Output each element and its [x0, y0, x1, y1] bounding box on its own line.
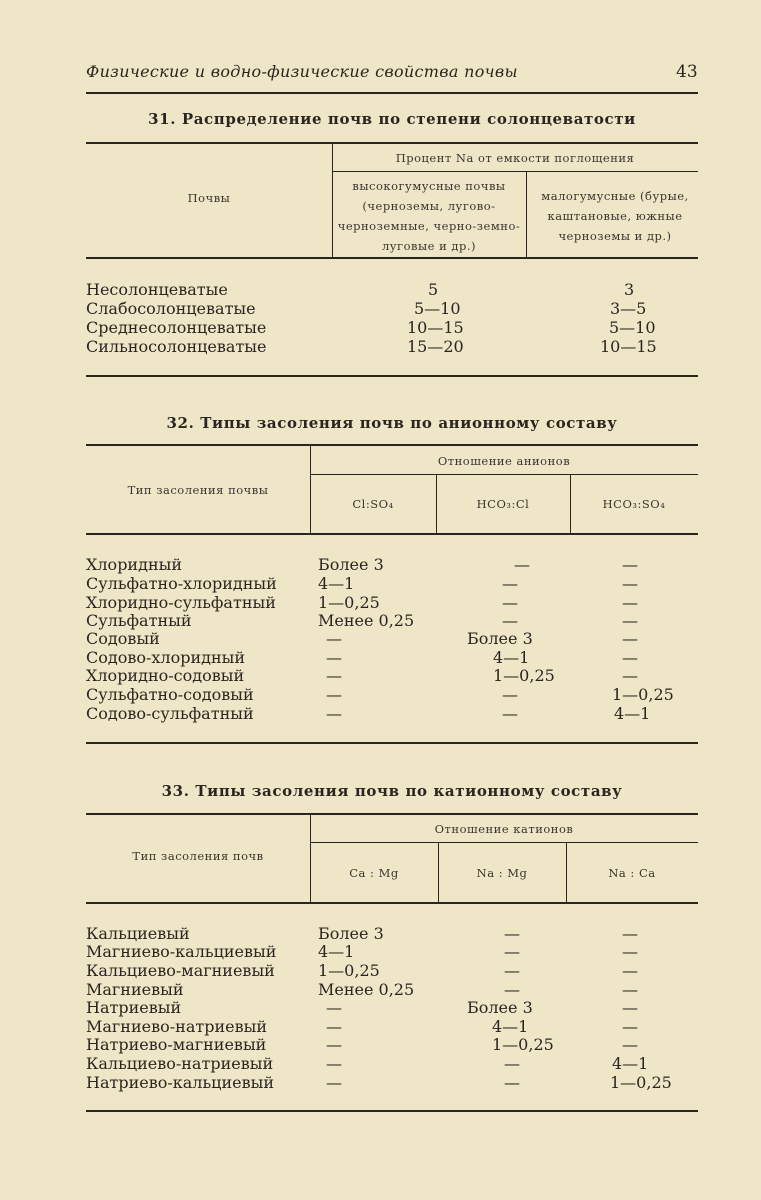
cl-so4-value: 4—1 [318, 574, 355, 593]
salinity-type: Кальциевый [86, 924, 190, 943]
table33-row [86, 942, 698, 961]
high-humus-value: 15—20 [407, 337, 464, 356]
cl-so4-value: — [326, 685, 342, 704]
ca-mg-value: — [326, 1017, 342, 1036]
table32-row [86, 704, 698, 723]
ca-mg-value: Более 3 [318, 924, 384, 943]
na-ca-value: — [622, 980, 638, 999]
table33-col-type: Тип засоления почв [132, 849, 264, 863]
na-ca-value: — [622, 1017, 638, 1036]
cl-so4-value: Более 3 [318, 555, 384, 574]
table33-col-na-ca: Na : Ca [608, 866, 656, 880]
table33-top-rule [86, 813, 698, 815]
hco3-cl-value: — [502, 593, 518, 612]
table33-col-ca-mg: Ca : Mg [349, 866, 399, 880]
salinity-type: Хлоридный [86, 555, 183, 574]
salinity-type: Хлоридно-сульфатный [86, 593, 276, 612]
salinity-type: Кальциево-натриевый [86, 1054, 274, 1073]
table33-row [86, 980, 698, 999]
ca-mg-value: 1—0,25 [318, 961, 380, 980]
table31-row [86, 337, 698, 356]
table33-row [86, 1073, 698, 1092]
table32-row [86, 555, 698, 574]
salinity-type: Сульфатно-содовый [86, 685, 254, 704]
high-humus-value: 10—15 [407, 318, 464, 337]
page-number: 43 [676, 62, 698, 82]
soil-name: Несолонцеватые [86, 280, 228, 299]
table31-row [86, 299, 698, 318]
table31-row [86, 280, 698, 299]
ca-mg-value: — [326, 1073, 342, 1092]
table32-top-rule [86, 444, 698, 446]
table33-bottom-rule [86, 1110, 698, 1112]
salinity-type: Кальциево-магниевый [86, 961, 275, 980]
low-humus-value: 3—5 [610, 299, 647, 318]
table32-row [86, 629, 698, 648]
hco3-cl-value: — [502, 611, 518, 630]
table32-col-group: Отношение анионов [437, 454, 571, 468]
table31-col-soil: Почвы [187, 191, 231, 205]
table32-head-rule [86, 533, 698, 535]
table32-row [86, 648, 698, 667]
hco3-so4-value: — [622, 555, 638, 574]
table31-group-rule [332, 171, 698, 172]
table32-col-hco3-cl: HCO₃:Cl [476, 497, 530, 511]
hco3-cl-value: — [502, 685, 518, 704]
table32-col-hco3-so4: HCO₃:SO₄ [602, 497, 666, 511]
salinity-type: Магниевый [86, 980, 184, 999]
table32-col-cl-so4: Cl:SO₄ [352, 497, 394, 511]
salinity-type: Хлоридно-содовый [86, 666, 245, 685]
table31-col-low-humus: малогумусные (бурые, каштановые, южные черноземы и др.) [541, 189, 689, 243]
low-humus-value: 3 [624, 280, 635, 299]
low-humus-value: 10—15 [600, 337, 657, 356]
table33-caption: 33. Типы засоления почв по катионному составу [161, 782, 623, 800]
table33-row [86, 1054, 698, 1073]
table31-bottom-rule [86, 375, 698, 377]
hco3-so4-value: — [622, 648, 638, 667]
salinity-type: Сульфатно-хлоридный [86, 574, 277, 593]
na-mg-value: 1—0,25 [492, 1035, 554, 1054]
cl-so4-value: — [326, 629, 342, 648]
high-humus-value: 5 [428, 280, 439, 299]
soil-name: Слабосолонцеватые [86, 299, 256, 318]
soil-name: Сильносолонцеватые [86, 337, 267, 356]
table33-col-na-mg: Na : Mg [476, 866, 528, 880]
na-mg-value: — [504, 942, 520, 961]
salinity-type: Магниево-натриевый [86, 1017, 267, 1036]
na-ca-value: 1—0,25 [610, 1073, 672, 1092]
table33-row [86, 924, 698, 943]
table32-row [86, 593, 698, 612]
na-mg-value: 4—1 [492, 1017, 529, 1036]
high-humus-value: 5—10 [414, 299, 461, 318]
na-mg-value: — [504, 1054, 520, 1073]
table32-bottom-rule [86, 742, 698, 744]
hco3-so4-value: — [622, 574, 638, 593]
table33-head-rule [86, 902, 698, 904]
na-ca-value: — [622, 961, 638, 980]
na-ca-value: — [622, 942, 638, 961]
ca-mg-value: — [326, 1054, 342, 1073]
hco3-cl-value: — [514, 555, 530, 574]
cl-so4-value: — [326, 666, 342, 685]
hco3-so4-value: — [622, 611, 638, 630]
ca-mg-value: 4—1 [318, 942, 355, 961]
table32-caption: 32. Типы засоления почв по анионному составу [166, 414, 618, 432]
table32-row [86, 685, 698, 704]
na-ca-value: 4—1 [612, 1054, 649, 1073]
ca-mg-value: — [326, 998, 342, 1017]
cl-so4-value: — [326, 704, 342, 723]
table32-col-type: Тип засоления почвы [127, 483, 269, 497]
hco3-so4-value: — [622, 593, 638, 612]
na-mg-value: — [504, 961, 520, 980]
na-mg-value: — [504, 1073, 520, 1092]
ca-mg-value: — [326, 1035, 342, 1054]
table33-row [86, 1017, 698, 1036]
table31-subdivider [526, 172, 527, 257]
table31-caption: 31. Распределение почв по степени солонцеватости [148, 110, 636, 128]
hco3-cl-value: — [502, 574, 518, 593]
na-mg-value: Более 3 [467, 998, 533, 1017]
hco3-so4-value: 1—0,25 [612, 685, 674, 704]
cl-so4-value: 1—0,25 [318, 593, 380, 612]
table33-row [86, 998, 698, 1017]
cl-so4-value: Менее 0,25 [318, 611, 415, 630]
salinity-type: Содово-сульфатный [86, 704, 254, 723]
table31-row [86, 318, 698, 337]
na-ca-value: — [622, 1035, 638, 1054]
hco3-so4-value: 4—1 [614, 704, 651, 723]
hco3-so4-value: — [622, 666, 638, 685]
header-rule [86, 92, 698, 94]
hco3-cl-value: — [502, 704, 518, 723]
hco3-cl-value: Более 3 [467, 629, 533, 648]
na-ca-value: — [622, 924, 638, 943]
na-mg-value: — [504, 924, 520, 943]
table33-row [86, 1035, 698, 1054]
table31-col-high-humus: высокогумусные почвы (черноземы, лугово-черноземные, черно-земно-луговые и др.) [337, 179, 521, 253]
table33-col-group: Отношение катионов [434, 822, 574, 836]
salinity-type: Натриевый [86, 998, 182, 1017]
table32-group-rule [310, 474, 698, 475]
running-title: Физические и водно-физические свойства почвы [86, 62, 518, 81]
table33-row [86, 961, 698, 980]
cl-so4-value: — [326, 648, 342, 667]
salinity-type: Натриево-кальциевый [86, 1073, 275, 1092]
table31-col-group: Процент Na от емкости поглощения [395, 151, 635, 165]
salinity-type: Сульфатный [86, 611, 192, 630]
table31-top-rule [86, 142, 698, 144]
table31-head-rule [86, 257, 698, 259]
hco3-so4-value: — [622, 629, 638, 648]
table32-row [86, 611, 698, 630]
salinity-type: Магниево-кальциевый [86, 942, 277, 961]
hco3-cl-value: 4—1 [493, 648, 530, 667]
salinity-type: Содово-хлоридный [86, 648, 246, 667]
table32-row [86, 666, 698, 685]
na-mg-value: — [504, 980, 520, 999]
table33-group-rule [310, 842, 698, 843]
na-ca-value: — [622, 998, 638, 1017]
table32-row [86, 574, 698, 593]
salinity-type: Натриево-магниевый [86, 1035, 267, 1054]
salinity-type: Содовый [86, 629, 160, 648]
ca-mg-value: Менее 0,25 [318, 980, 415, 999]
low-humus-value: 5—10 [609, 318, 656, 337]
soil-name: Среднесолонцеватые [86, 318, 267, 337]
hco3-cl-value: 1—0,25 [493, 666, 555, 685]
